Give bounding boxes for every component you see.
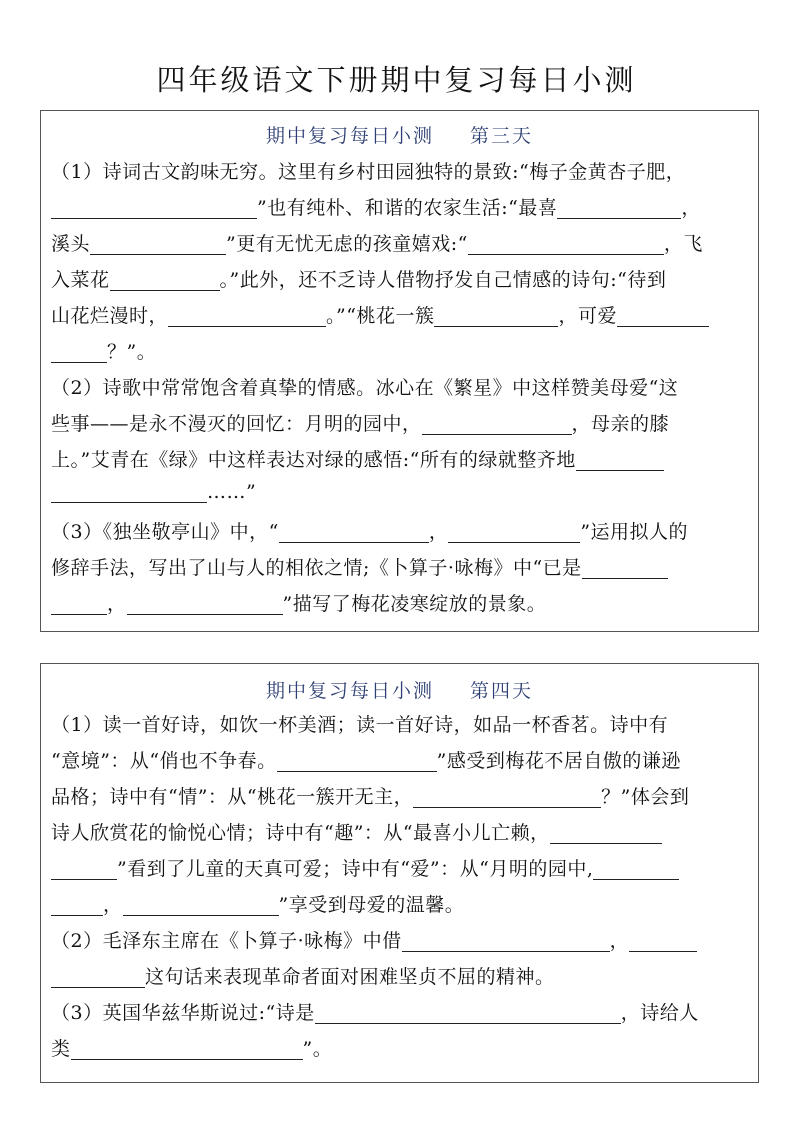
answer-blank[interactable] (51, 967, 145, 988)
question-text: （1）读一首好诗，如饮一杯美酒；读一首好诗，如品一杯香茗。诗中有 (51, 714, 669, 736)
day3-q3-line3 (51, 589, 751, 616)
answer-blank[interactable] (51, 859, 117, 880)
answer-blank[interactable] (434, 306, 558, 327)
question-text: ……” (207, 481, 257, 503)
quiz-box-day3 (40, 110, 759, 632)
day4-q2-line1 (51, 926, 751, 953)
answer-blank[interactable] (413, 787, 601, 808)
question-text: 溪头 (51, 233, 91, 255)
day4-q3-line2 (51, 1034, 751, 1061)
answer-blank[interactable] (71, 1039, 303, 1060)
day3-heading (41, 121, 758, 148)
question-text: ”。 (302, 1038, 333, 1060)
day4-q1-line2 (51, 746, 751, 773)
day3-q3-line1 (51, 517, 751, 544)
day3-q1-line2 (51, 193, 751, 220)
answer-blank[interactable] (168, 306, 326, 327)
day4-q1-line5 (51, 854, 751, 881)
question-text: 诗人欣赏花的愉悦心情；诗中有“趣”：从“最喜小儿亡赖， (51, 822, 550, 844)
answer-blank[interactable] (51, 198, 257, 219)
question-text: 。”“桃花一簇 (326, 305, 435, 327)
answer-blank[interactable] (557, 198, 681, 219)
question-text: （3）英国华兹华斯说过:“诗是 (51, 1002, 315, 1024)
answer-blank[interactable] (576, 450, 664, 471)
question-text: ， (609, 930, 630, 952)
question-text: 品格；诗中有“情”：从“桃花一簇开无主， (51, 786, 414, 808)
question-text: ，母亲的膝 (571, 413, 670, 435)
day3-q3-line2 (51, 553, 751, 580)
question-text: 。”此外，还不乏诗人借物抒发自己情感的诗句:“待到 (219, 269, 667, 291)
answer-blank[interactable] (315, 1003, 621, 1024)
day4-q2-line2 (51, 962, 751, 989)
day3-q1-line3 (51, 229, 751, 256)
answer-blank[interactable] (51, 594, 107, 615)
day3-q2-line3 (51, 445, 751, 472)
page-title: 四年级语文下册期中复习每日小测 (156, 63, 637, 97)
answer-blank[interactable] (402, 931, 610, 952)
answer-blank[interactable] (123, 895, 279, 916)
day4-q1-line6 (51, 890, 751, 917)
question-text: （2）诗歌中常常饱含着真挚的情感。冰心在《繁星》中这样赞美母爱“这 (51, 377, 679, 399)
question-text: ”运用拟人的 (580, 521, 689, 543)
day3-q1-line5 (51, 301, 751, 328)
question-text: ”更有无忧无虑的孩童嬉戏:“ (226, 233, 468, 255)
question-text: （3）《独坐敬亭山》中，“ (51, 521, 279, 543)
question-text: 修辞手法，写出了山与人的相依之情;《卜算子·咏梅》中“已是 (51, 557, 582, 579)
question-text: ”感受到梅花不居自傲的谦逊 (436, 750, 681, 772)
question-text: ？”体会到 (601, 786, 690, 808)
answer-blank[interactable] (90, 234, 226, 255)
day3-q2-line4 (51, 481, 751, 503)
question-text: ， (103, 894, 123, 916)
question-text: ， (428, 521, 449, 543)
answer-blank[interactable] (127, 594, 283, 615)
answer-blank[interactable] (110, 270, 220, 291)
day4-heading (41, 676, 758, 703)
day4-heading-day: 第四天 (470, 680, 534, 702)
question-text: ？”。 (107, 341, 157, 363)
day4-q3-line1 (51, 998, 751, 1025)
question-text: ”也有纯朴、和谐的农家生活:“最喜 (257, 197, 558, 219)
answer-blank[interactable] (277, 751, 437, 772)
question-text: （2）毛泽东主席在《卜算子·咏梅》中借 (51, 930, 402, 952)
answer-blank[interactable] (279, 522, 429, 543)
answer-blank[interactable] (550, 823, 662, 844)
answer-blank[interactable] (468, 234, 664, 255)
day3-q2-line2 (51, 409, 751, 436)
question-text: 上。”艾青在《绿》中这样表达对绿的感悟:“所有的绿就整齐地 (51, 449, 576, 471)
answer-blank[interactable] (51, 482, 207, 503)
day3-q1-line4 (51, 265, 751, 292)
day4-q1-line1 (51, 710, 751, 737)
answer-blank[interactable] (448, 522, 580, 543)
day4-q1-line4 (51, 818, 751, 845)
day3-heading-title: 期中复习每日小测 (265, 125, 434, 147)
question-text: 些事——是永不漫灭的回忆：月明的园中， (51, 413, 422, 435)
question-text: ， (107, 593, 127, 615)
answer-blank[interactable] (582, 558, 668, 579)
question-text: ，飞 (663, 233, 703, 255)
question-text: 山花烂漫时， (51, 305, 169, 327)
day4-q1-line3 (51, 782, 751, 809)
day3-heading-day: 第三天 (470, 125, 534, 147)
answer-blank[interactable] (51, 342, 107, 363)
question-text: ”描写了梅花凌寒绽放的景象。 (282, 593, 547, 615)
day3-q1-line1 (51, 157, 751, 184)
question-text: ”享受到母爱的温馨。 (278, 894, 465, 916)
answer-blank[interactable] (629, 931, 697, 952)
question-text: 类 (51, 1038, 71, 1060)
day3-q2-line1 (51, 373, 751, 400)
question-text: ，可爱 (558, 305, 617, 327)
answer-blank[interactable] (51, 895, 103, 916)
question-text: ”看到了儿童的天真可爱；诗中有“爱”：从“月明的园中, (117, 858, 594, 880)
question-text: 这句话来表现革命者面对困难坚贞不屈的精神。 (145, 966, 555, 988)
question-text: （1）诗词古文韵味无穷。这里有乡村田园独特的景致:“梅子金黄杏子肥， (51, 161, 686, 183)
question-text: ，诗给人 (620, 1002, 699, 1024)
question-text: 入菜花 (51, 269, 110, 291)
answer-blank[interactable] (617, 306, 709, 327)
question-text: “意境”：从“俏也不争春。 (51, 750, 277, 772)
quiz-box-day4 (40, 663, 759, 1083)
question-text: ， (681, 197, 701, 219)
day4-heading-title: 期中复习每日小测 (265, 680, 434, 702)
answer-blank[interactable] (593, 859, 679, 880)
answer-blank[interactable] (422, 414, 572, 435)
day3-q1-line6 (51, 337, 751, 364)
